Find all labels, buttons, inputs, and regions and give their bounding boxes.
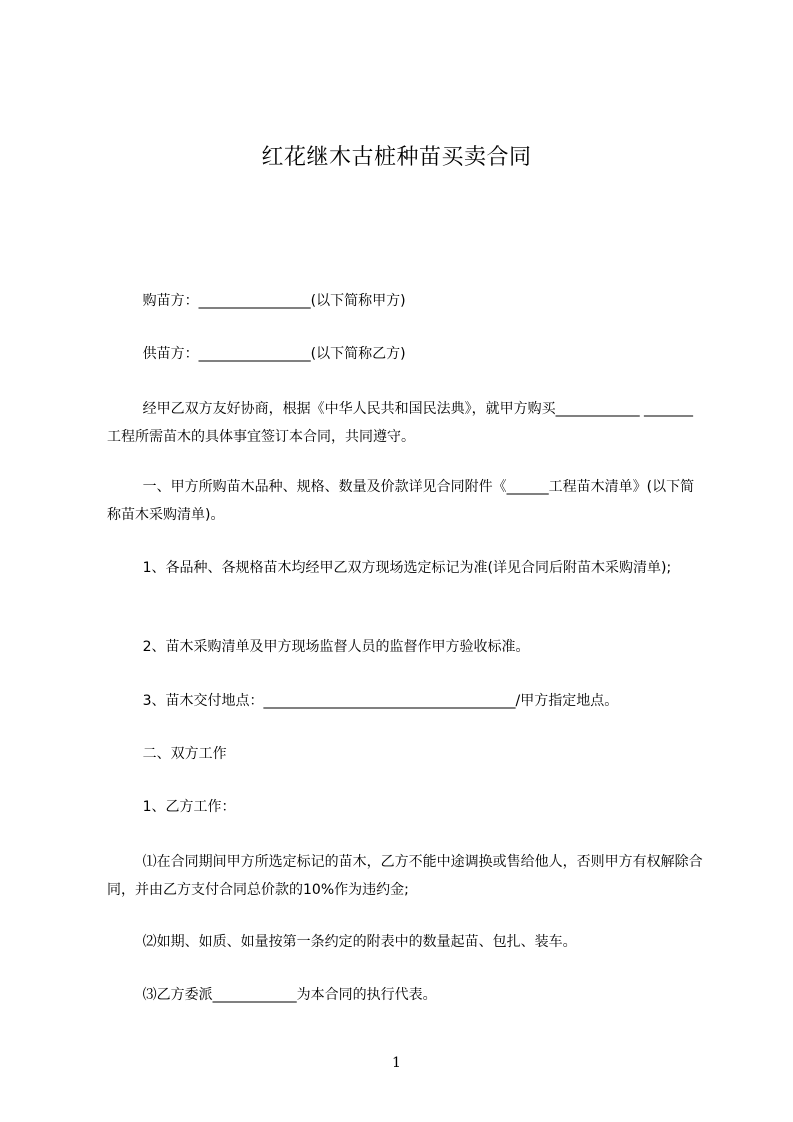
preamble-paragraph: 经甲乙双方友好协商，根据《中华人民共和国民法典》，就甲方购买____________ _______工程所需苗木的具体事宜签订本合同，共同遵守。 (107, 401, 694, 445)
buyer-line: 购苗方：________________(以下简称甲方) (107, 293, 406, 309)
clause-1-item-1: 1、各品种、各规格苗木均经甲乙双方现场选定标记为准(详见合同后附苗木采购清单); (107, 560, 672, 576)
section-2-item-1: 1、乙方工作： (107, 799, 236, 815)
section-2-heading: 二、双方工作 (107, 746, 227, 762)
section-2-sub-1: ⑴在合同期间甲方所选定标记的苗木，乙方不能中途调换或售给他人，否则甲方有权解除合同，并由乙方支付合同总价款的10%作为违约金; (107, 854, 703, 898)
clause-1-item-2: 2、苗木采购清单及甲方现场监督人员的监督作甲方验收标准。 (107, 639, 530, 655)
clause-1-paragraph: 一、甲方所购苗木品种、规格、数量及价款详见合同附件《______工程苗木清单》(以下简称苗木采购清单)。 (107, 479, 695, 523)
document-title: 红花继木古桩种苗买卖合同 (261, 145, 532, 170)
clause-1-item-3: 3、苗木交付地点：____________________________________/甲方指定地点。 (107, 693, 619, 709)
supplier-line: 供苗方：________________(以下简称乙方) (107, 346, 406, 362)
section-2-sub-2: ⑵如期、如质、如量按第一条约定的附表中的数量起苗、包扎、装车。 (107, 934, 577, 950)
section-2-sub-3: ⑶乙方委派____________为本合同的执行代表。 (107, 987, 437, 1003)
page-number: 1 (392, 1055, 401, 1071)
